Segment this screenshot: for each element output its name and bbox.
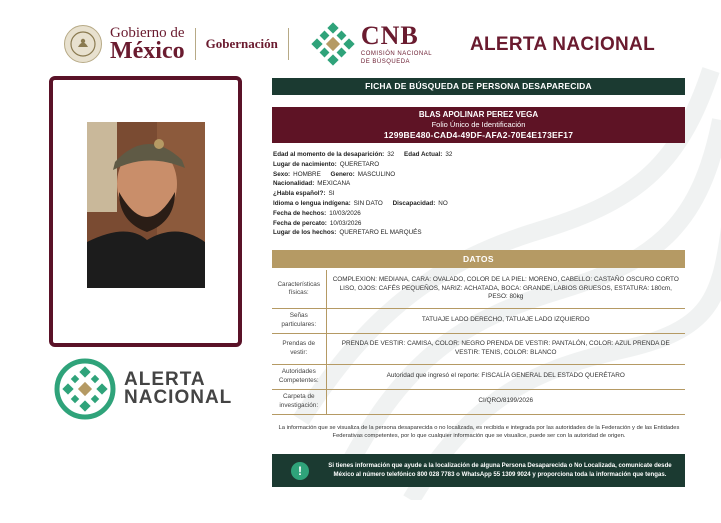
autoridades-key: Autoridades Competentes: — [272, 364, 326, 389]
alerta-nacional-text — [124, 368, 233, 408]
info-line-idioma — [273, 199, 460, 209]
alerta-nacional-emblem-icon — [54, 358, 116, 420]
lugar-hechos-value: QUERETARO EL MARQUÉS — [339, 229, 422, 237]
alerta-word: ALERTA — [124, 368, 206, 390]
nacionalidad-value: MEXICANA — [317, 180, 351, 188]
info-line-edad — [273, 150, 460, 160]
alerta-nacional-logo — [54, 358, 232, 420]
header — [64, 22, 432, 66]
senas-value: TATUAJE LADO DERECHO, TATUAJE LADO IZQUIERDO — [326, 308, 685, 333]
table-row — [272, 333, 685, 364]
caracteristicas-value: COMPLEXION: MEDIANA, CARA: OVALADO, COLOR DE LA PIEL: MORENO, CABELLO: CASTAÑO OSCURO CORTO LISO, OJOS: CAFÉS PEQUEÑOS, NARIZ: ACHATADA, BOCA: GRANDE, LABIOS GRUESOS, ESTATURA: 180cm, PESO: 80kg — [326, 270, 685, 308]
info-line-lugar-hechos — [273, 228, 460, 238]
caracteristicas-key: Características físicas: — [272, 270, 326, 308]
sexo-label: Sexo: — [273, 170, 291, 178]
person-info — [273, 150, 460, 238]
table-row — [272, 308, 685, 333]
header-divider — [195, 28, 196, 60]
table-row — [272, 364, 685, 389]
gobierno-line2: México — [110, 37, 185, 64]
fecha-hechos-label: Fecha de hechos: — [273, 209, 327, 217]
senas-key: Señas particulares: — [272, 308, 326, 333]
nacional-word: NACIONAL — [124, 387, 233, 408]
contact-footer — [272, 454, 685, 487]
gobierno-de-mexico-logo — [110, 26, 185, 63]
fecha-percato-label: Fecha de percato: — [273, 219, 327, 227]
autoridades-value: Autoridad que ingresó el reporte: FISCALÍA GENERAL DEL ESTADO QUERÉTARO — [326, 364, 685, 389]
cnb-logo-text — [361, 23, 432, 65]
sexo-value: HOMBRE — [293, 170, 321, 178]
gobernacion-label: Gobernación — [205, 36, 278, 51]
table-row — [272, 389, 685, 414]
espanol-value: SI — [328, 190, 335, 198]
person-photo — [87, 122, 205, 288]
cnb-emblem-icon — [311, 22, 355, 66]
datos-title-bar: DATOS — [272, 250, 685, 268]
page-title: ALERTA NACIONAL — [470, 34, 655, 55]
datos-table — [272, 270, 685, 415]
photo-frame — [49, 76, 242, 347]
exclamation-icon: ! — [291, 462, 309, 480]
mexico-seal-icon — [64, 25, 102, 63]
cnb-subtitle-1: COMISIÓN NACIONAL — [360, 51, 433, 57]
ficha-title-bar: FICHA DE BÚSQUEDA DE PERSONA DESAPARECIDA — [272, 78, 685, 95]
info-line-fecha-hechos — [273, 209, 460, 219]
gobierno-line1: Gobierno de — [110, 24, 185, 41]
carpeta-value: CI/QRO/8199/2026 — [326, 389, 685, 414]
prendas-value: PRENDA DE VESTIR: CAMISA, COLOR: NEGRO PRENDA DE VESTIR: PANTALÓN, COLOR: AZUL PRENDA DE VESTIR: TENIS, COLOR: BLANCO — [326, 333, 685, 364]
info-line-lugar-nac — [273, 160, 460, 170]
espanol-label: ¿Habla español?: — [273, 190, 326, 198]
edad-desap-label: Edad al momento de la desaparición: — [273, 151, 385, 158]
fecha-hechos-value: 10/03/2026 — [329, 209, 361, 217]
lugar-nac-label: Lugar de nacimiento: — [273, 160, 337, 168]
folio-id: 1299BE480-CAD4-49DF-AFA2-70E4E173EF17 — [383, 130, 574, 140]
fecha-percato-value: 10/03/2026 — [329, 219, 362, 227]
info-line-espanol — [273, 189, 460, 199]
edad-actual-label: Edad Actual: — [404, 151, 443, 158]
genero-label: Genero: — [330, 170, 355, 178]
prendas-key: Prendas de vestir: — [272, 333, 326, 364]
cnb-acronym: CNB — [360, 21, 419, 50]
edad-actual-value: 32 — [445, 151, 453, 158]
genero-value: MASCULINO — [357, 170, 396, 178]
edad-desap-value: 32 — [387, 151, 395, 158]
carpeta-key: Carpeta de investigación: — [272, 389, 326, 414]
nacionalidad-label: Nacionalidad: — [273, 180, 315, 188]
header-divider-2 — [288, 28, 289, 60]
idioma-value: SIN DATO — [353, 199, 383, 207]
discapacidad-value: NO — [438, 199, 448, 207]
lugar-hechos-label: Lugar de los hechos: — [273, 229, 337, 237]
info-line-sexo — [273, 170, 460, 180]
contact-text: Si tienes información que ayude a la localización de alguna Persona Desaparecida o No Localizada, comunícate desde México al número telefónico 800 028 7783 o WhatsApp 55 1309 9024 y proporciona toda la información que tengas. — [328, 462, 672, 478]
info-line-fecha-percato — [273, 219, 460, 229]
lugar-nac-value: QUERETARO — [339, 160, 380, 168]
person-name: BLAS APOLINAR PEREZ VEGA — [418, 110, 539, 119]
info-line-nacionalidad — [273, 179, 460, 189]
table-row — [272, 270, 685, 308]
idioma-label: Idioma o lengua indígena: — [273, 199, 351, 207]
person-name-box — [272, 107, 685, 143]
discapacidad-label: Discapacidad: — [392, 199, 436, 207]
cnb-subtitle-2: DE BÚSQUEDA — [360, 59, 411, 65]
legal-notice: La información que se visualiza de la persona desaparecida o no localizada, es recibida e integrada por las autoridades de la Federación y de las Entidades Federativas competentes, por lo que cualquier información que se visualice, puede ser con la autoridad de origen. — [278, 425, 680, 439]
folio-label: Folio Único de Identificación — [431, 120, 526, 129]
